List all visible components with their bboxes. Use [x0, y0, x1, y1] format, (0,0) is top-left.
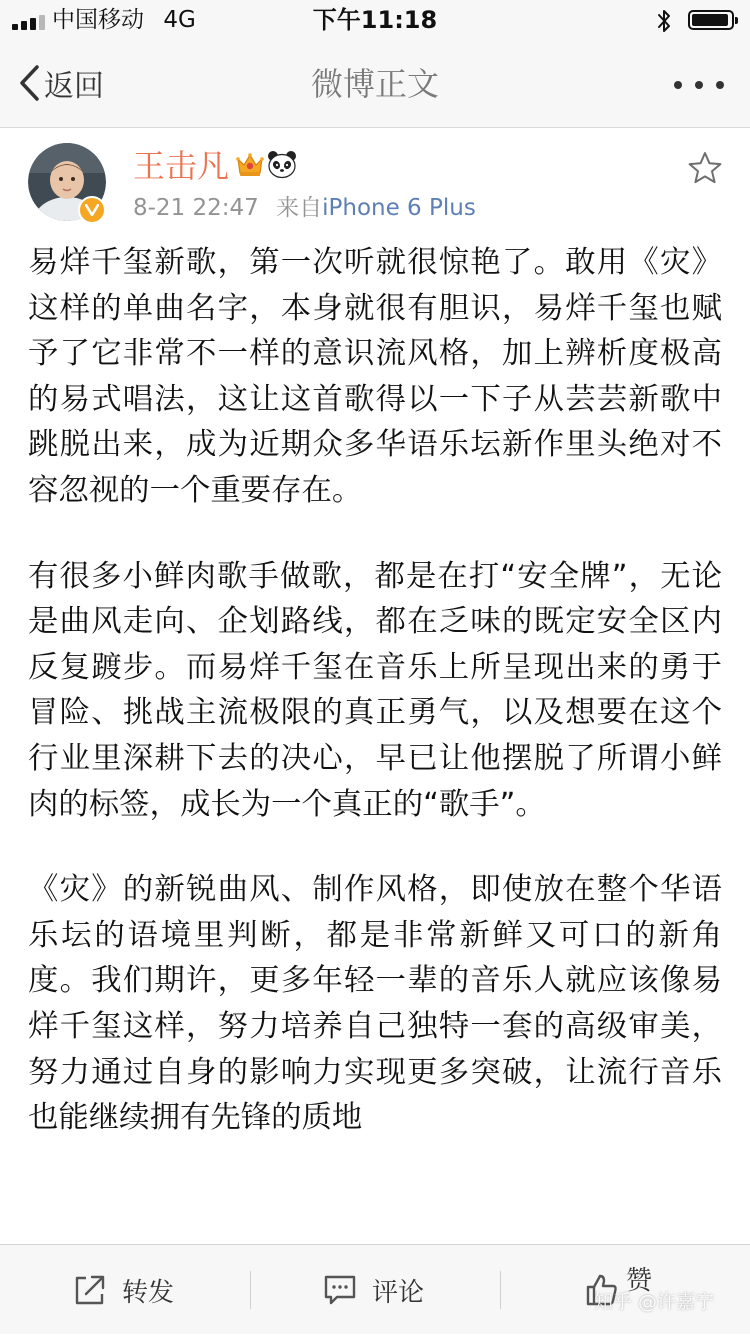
- page-title: 微博正文: [310, 65, 439, 103]
- back-label: 返回: [44, 69, 104, 104]
- toolbar-divider: [500, 1271, 501, 1309]
- share-arrow-icon: [72, 1272, 108, 1308]
- repost-button[interactable]: [72, 1245, 174, 1335]
- panda-icon[interactable]: [266, 148, 298, 180]
- post-body: [28, 240, 722, 1181]
- verified-v-icon: [78, 196, 106, 224]
- status-time: 下午11:18: [312, 6, 438, 34]
- comment-bubble-icon: [322, 1272, 358, 1308]
- post-source: [276, 195, 476, 221]
- status-bar: [0, 0, 750, 40]
- author-name[interactable]: 王击凡: [133, 147, 230, 185]
- comment-button[interactable]: [322, 1245, 424, 1335]
- post-paragraph: 易烊千玺新歌，第一次听就很惊艳了。敢用《灾》这样的单曲名字，本身就很有胆识，易烊千玺也赋予了它非常不一样的意识流风格，加上辨析度极高的易式唱法，这让这首歌得以一下子从芸芸新歌中跳脱出来，成为近期众多华语乐坛新作里头绝对不容忽视的一个重要存在。: [28, 245, 722, 508]
- battery-icon: [688, 10, 734, 30]
- post-meta: [133, 193, 476, 223]
- star-outline-icon[interactable]: [686, 150, 724, 188]
- more-dots-icon[interactable]: [674, 78, 724, 92]
- bluetooth-icon: [657, 8, 671, 34]
- watermark: 知乎 @许嘉宁: [594, 1291, 715, 1313]
- toolbar-divider: [250, 1271, 251, 1309]
- nav-bar: [0, 40, 750, 128]
- post-paragraph: 《灾》的新锐曲风、制作风格，即使放在整个华语乐坛的语境里判断，都是非常新鲜又可口的新角度。我们期许，更多年轻一辈的音乐人就应该像易烊千玺这样，努力培养自己独特一套的高级审美，努力通过自身的影响力实现更多突破，让流行音乐也能继续拥有先锋的质地: [28, 872, 722, 1136]
- post-date: 8-21 22:47: [133, 195, 259, 221]
- carrier-name: 中国移动: [52, 7, 144, 33]
- comment-label: 评论: [372, 1277, 425, 1308]
- crown-icon[interactable]: [235, 149, 265, 179]
- source-prefix: 来自: [276, 195, 323, 221]
- network-type: 4G: [163, 7, 196, 33]
- bottom-toolbar: [0, 1244, 750, 1334]
- post-paragraph: 有很多小鲜肉歌手做歌，都是在打“安全牌”，无论是曲风走向、企划路线，都在乏味的既定安全区内反复踱步。而易烊千玺在音乐上所呈现出来的勇于冒险、挑战主流极限的真正勇气，以及想要在这个行业里深耕下去的决心，早已让他摆脱了所谓小鲜肉的标签，成长为一个真正的“歌手”。: [28, 558, 722, 822]
- source-device-link[interactable]: iPhone 6 Plus: [322, 195, 476, 221]
- repost-label: 转发: [122, 1277, 175, 1308]
- like-label: 赞: [626, 1265, 653, 1296]
